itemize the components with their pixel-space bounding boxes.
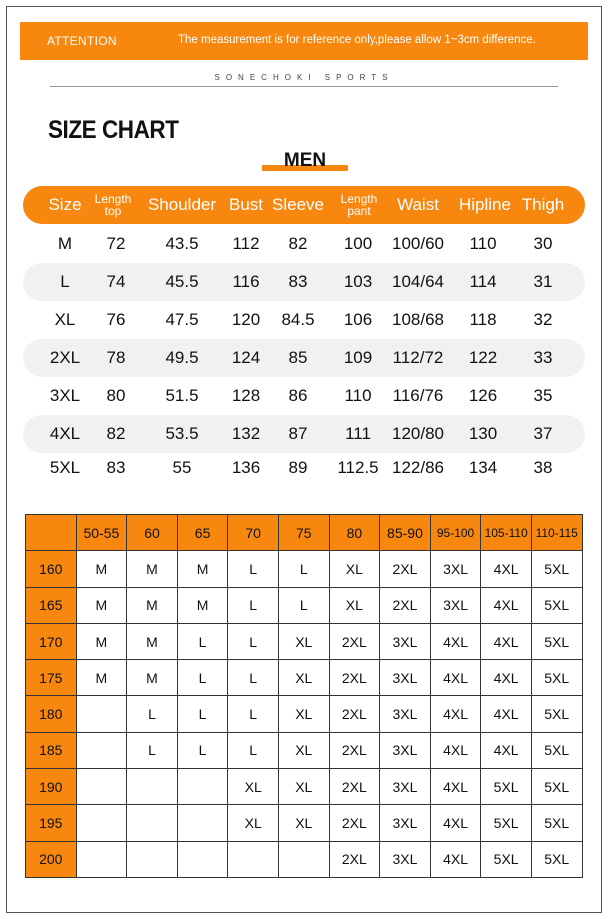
table-row: [26, 732, 583, 768]
table-row: [23, 225, 585, 263]
height-weight-table: [25, 514, 583, 878]
table-row: [26, 551, 583, 587]
brand-name: SONECHOKI SPORTS: [214, 73, 394, 82]
size-cell: 2XL: [329, 623, 380, 659]
size-cell: [177, 841, 228, 877]
table-cell: 136: [231, 458, 261, 477]
table-cell: 45.5: [165, 272, 199, 291]
table-cell: 112.5: [337, 458, 379, 477]
size-cell: 4XL: [481, 732, 532, 768]
table-cell: 114: [469, 272, 497, 291]
weight-header: 75: [278, 515, 329, 551]
size-cell: [177, 805, 228, 841]
column-header: Length top: [94, 192, 132, 218]
table-cell: 111: [345, 424, 371, 443]
height-header: 200: [26, 841, 77, 877]
size-cell: L: [228, 587, 279, 623]
column-header: Shoulder: [147, 195, 217, 214]
table-cell: 82: [288, 234, 308, 253]
table-cell: 110: [469, 234, 497, 253]
table-cell: 120: [231, 310, 261, 329]
section-title: MEN: [283, 150, 327, 171]
table-cell: 132: [231, 424, 261, 443]
size-cell: 5XL: [531, 696, 582, 732]
size-cell: 2XL: [329, 660, 380, 696]
table-row: [26, 841, 583, 877]
size-cell: 5XL: [481, 841, 532, 877]
table-cell: M: [57, 234, 73, 253]
height-header: 175: [26, 660, 77, 696]
table-row: [26, 769, 583, 805]
table-cell: 106: [343, 310, 373, 329]
size-cell: 5XL: [531, 660, 582, 696]
size-cell: L: [127, 696, 178, 732]
size-cell: 2XL: [329, 732, 380, 768]
column-header: Waist: [397, 195, 439, 214]
size-cell: [127, 769, 178, 805]
size-cell: M: [127, 660, 178, 696]
weight-header: 80: [329, 515, 380, 551]
column-header: Bust: [228, 195, 264, 214]
size-cell: 3XL: [380, 841, 431, 877]
size-cell: 3XL: [380, 623, 431, 659]
table-cell: 109: [343, 348, 373, 367]
height-header: 160: [26, 551, 77, 587]
table-cell: 5XL: [49, 458, 81, 477]
table-cell: 120/80: [392, 424, 444, 443]
height-header: 180: [26, 696, 77, 732]
table-cell: 116: [232, 272, 260, 291]
size-cell: 4XL: [430, 732, 481, 768]
table-row: [26, 587, 583, 623]
size-cell: 5XL: [531, 841, 582, 877]
table-cell: L: [60, 272, 70, 291]
table-row: [26, 696, 583, 732]
size-cell: 5XL: [481, 805, 532, 841]
weight-header: 65: [177, 515, 228, 551]
table-cell: 74: [106, 272, 126, 291]
size-cell: L: [177, 696, 228, 732]
size-cell: [76, 732, 127, 768]
table-cell: 85: [288, 348, 308, 367]
weight-header: 110-115: [531, 515, 582, 551]
size-cell: 5XL: [531, 551, 582, 587]
size-cell: 4XL: [430, 841, 481, 877]
table-cell: 47.5: [165, 310, 199, 329]
attention-banner: [20, 22, 588, 60]
size-cell: 5XL: [531, 587, 582, 623]
page-title: SIZE CHART: [48, 116, 179, 144]
column-header: Size: [48, 195, 82, 214]
table-cell: 55: [172, 458, 192, 477]
size-cell: 4XL: [430, 660, 481, 696]
size-cell: XL: [278, 769, 329, 805]
table-row: [26, 805, 583, 841]
height-header: 190: [26, 769, 77, 805]
size-cell: [76, 696, 127, 732]
table-row: [23, 449, 585, 487]
table-cell: 83: [106, 458, 126, 477]
table-cell: 100: [343, 234, 373, 253]
size-cell: L: [127, 732, 178, 768]
size-cell: L: [228, 696, 279, 732]
size-cell: 4XL: [481, 551, 532, 587]
size-cell: 2XL: [329, 805, 380, 841]
table-cell: 124: [231, 348, 261, 367]
size-cell: 3XL: [380, 805, 431, 841]
table-cell: 100/60: [392, 234, 444, 253]
table-cell: 122: [468, 348, 498, 367]
table-cell: 110: [344, 386, 372, 405]
weight-header: 70: [228, 515, 279, 551]
size-cell: 2XL: [329, 841, 380, 877]
size-cell: XL: [278, 732, 329, 768]
size-cell: 2XL: [329, 696, 380, 732]
table-cell: 3XL: [49, 386, 81, 405]
table-row: [23, 263, 585, 301]
size-cell: XL: [278, 696, 329, 732]
table-cell: 4XL: [49, 424, 81, 443]
table-cell: 33: [533, 348, 553, 367]
table-cell: 35: [533, 386, 553, 405]
size-cell: 3XL: [430, 587, 481, 623]
size-cell: [127, 841, 178, 877]
size-cell: L: [278, 587, 329, 623]
table-cell: 43.5: [165, 234, 199, 253]
size-cell: 5XL: [481, 769, 532, 805]
table-cell: 38: [533, 458, 553, 477]
table-cell: 108/68: [392, 310, 444, 329]
table-cell: 84.5: [281, 310, 315, 329]
size-cell: L: [177, 623, 228, 659]
size-cell: 4XL: [481, 660, 532, 696]
size-cell: 3XL: [430, 551, 481, 587]
table-cell: 30: [533, 234, 553, 253]
table-cell: 2XL: [49, 348, 81, 367]
table-cell: 112/72: [392, 348, 444, 367]
table-cell: 37: [533, 424, 553, 443]
size-cell: M: [76, 551, 127, 587]
size-cell: [278, 841, 329, 877]
size-cell: 2XL: [380, 551, 431, 587]
divider: [50, 86, 558, 87]
size-cell: XL: [329, 551, 380, 587]
size-cell: L: [228, 732, 279, 768]
table-cell: 31: [533, 272, 553, 291]
table-cell: 103: [343, 272, 373, 291]
table-row: [23, 377, 585, 415]
weight-header: 95-100: [430, 515, 481, 551]
table-cell: 76: [106, 310, 126, 329]
table-cell: 80: [106, 386, 126, 405]
table-cell: XL: [54, 310, 76, 329]
table-cell: 134: [468, 458, 498, 477]
weight-header-row: [26, 515, 583, 551]
size-cell: 4XL: [430, 769, 481, 805]
table-cell: 112: [232, 234, 260, 253]
size-cell: M: [127, 587, 178, 623]
size-cell: L: [177, 732, 228, 768]
size-cell: XL: [329, 587, 380, 623]
table-cell: 78: [106, 348, 126, 367]
height-header: 165: [26, 587, 77, 623]
column-header: Length pant: [340, 192, 378, 218]
table-cell: 32: [533, 310, 553, 329]
attention-label: ATTENTION: [47, 34, 117, 48]
size-cell: M: [177, 587, 228, 623]
size-cell: L: [177, 660, 228, 696]
table-cell: 130: [468, 424, 498, 443]
table-cell: 83: [288, 272, 308, 291]
size-cell: 3XL: [380, 769, 431, 805]
size-cell: 2XL: [329, 769, 380, 805]
table-cell: 118: [469, 310, 497, 329]
weight-header: 60: [127, 515, 178, 551]
size-cell: XL: [278, 805, 329, 841]
column-header: Thigh: [521, 195, 565, 214]
size-cell: 4XL: [481, 696, 532, 732]
size-cell: M: [76, 587, 127, 623]
weight-header: 85-90: [380, 515, 431, 551]
men-table-header: [23, 186, 585, 224]
table-cell: 51.5: [165, 386, 199, 405]
column-header: Hipline: [459, 195, 511, 214]
table-cell: 122/86: [392, 458, 444, 477]
size-cell: M: [177, 551, 228, 587]
table-cell: 53.5: [165, 424, 199, 443]
size-cell: L: [228, 551, 279, 587]
table-cell: 72: [106, 234, 126, 253]
attention-message: The measurement is for reference only,please allow 1~3cm difference.: [178, 34, 536, 46]
table-row: [23, 339, 585, 377]
size-cell: [177, 769, 228, 805]
size-cell: L: [278, 551, 329, 587]
size-cell: M: [76, 660, 127, 696]
size-cell: M: [127, 551, 178, 587]
height-header: 195: [26, 805, 77, 841]
size-cell: M: [127, 623, 178, 659]
size-cell: 5XL: [531, 769, 582, 805]
table-cell: 104/64: [392, 272, 444, 291]
size-cell: 3XL: [380, 696, 431, 732]
size-cell: XL: [228, 805, 279, 841]
weight-header: 105-110: [481, 515, 532, 551]
table-row: [23, 415, 585, 453]
height-header: 170: [26, 623, 77, 659]
table-row: [26, 660, 583, 696]
size-cell: 3XL: [380, 660, 431, 696]
table-row: [23, 301, 585, 339]
size-cell: 5XL: [531, 805, 582, 841]
size-cell: 5XL: [531, 732, 582, 768]
corner-cell: [26, 515, 77, 551]
height-header: 185: [26, 732, 77, 768]
table-row: [26, 623, 583, 659]
table-cell: 82: [106, 424, 126, 443]
size-cell: 2XL: [380, 587, 431, 623]
size-cell: [228, 841, 279, 877]
size-cell: M: [76, 623, 127, 659]
size-cell: L: [228, 623, 279, 659]
size-cell: 4XL: [430, 623, 481, 659]
size-cell: [76, 841, 127, 877]
size-cell: XL: [278, 623, 329, 659]
size-cell: 3XL: [380, 732, 431, 768]
size-cell: [76, 805, 127, 841]
size-cell: 4XL: [481, 623, 532, 659]
table-cell: 126: [468, 386, 498, 405]
size-cell: XL: [228, 769, 279, 805]
size-cell: L: [228, 660, 279, 696]
table-cell: 128: [231, 386, 261, 405]
size-cell: 4XL: [430, 696, 481, 732]
column-header: Sleeve: [272, 195, 324, 214]
size-cell: 5XL: [531, 623, 582, 659]
size-cell: 4XL: [481, 587, 532, 623]
table-cell: 89: [288, 458, 308, 477]
table-cell: 86: [288, 386, 308, 405]
table-cell: 87: [288, 424, 308, 443]
size-cell: [127, 805, 178, 841]
weight-header: 50-55: [76, 515, 127, 551]
size-cell: XL: [278, 660, 329, 696]
size-cell: [76, 769, 127, 805]
table-cell: 116/76: [392, 386, 444, 405]
table-cell: 49.5: [165, 348, 199, 367]
size-cell: 4XL: [430, 805, 481, 841]
